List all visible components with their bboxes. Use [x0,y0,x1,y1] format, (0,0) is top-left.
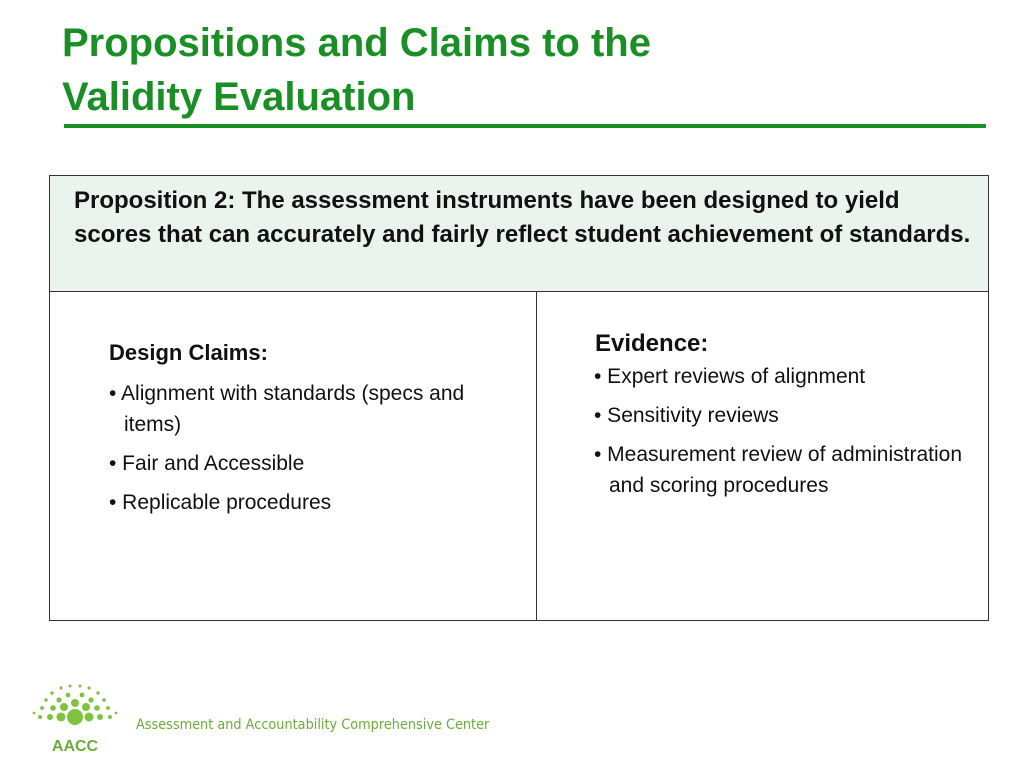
proposition-text: Proposition 2: The assessment instruments have been designed to yield scores that can accurately and fairly reflect student achievement of standards. [74,187,971,248]
evidence-item: • Sensitivity reviews [594,404,779,427]
evidence-item: • Measurement review of administration and scoring procedures [594,443,963,497]
design-claim-item: • Replicable procedures [109,491,332,514]
title-underline [64,124,986,128]
design-claim-item: • Alignment with standards (specs and items) [109,382,465,436]
aacc-logo [30,683,120,755]
proposition-header-cell [50,176,988,292]
slide-title-line-2: Validity Evaluation [62,75,416,119]
design-claim-item: • Fair and Accessible [109,452,305,475]
logo-dots-icon [33,685,118,726]
organization-name: Assessment and Accountability Comprehensive Center [136,717,490,733]
slide-title-line-1: Propositions and Claims to the [62,21,651,65]
logo-wordmark: AACC [51,738,99,755]
design-claims-heading: Design Claims: [109,340,268,365]
evidence-heading: Evidence: [595,330,709,357]
column-divider [536,292,537,620]
design-claims-list [109,378,469,526]
evidence-list [594,361,964,509]
slide-title [62,16,651,124]
evidence-item: • Expert reviews of alignment [594,365,866,388]
